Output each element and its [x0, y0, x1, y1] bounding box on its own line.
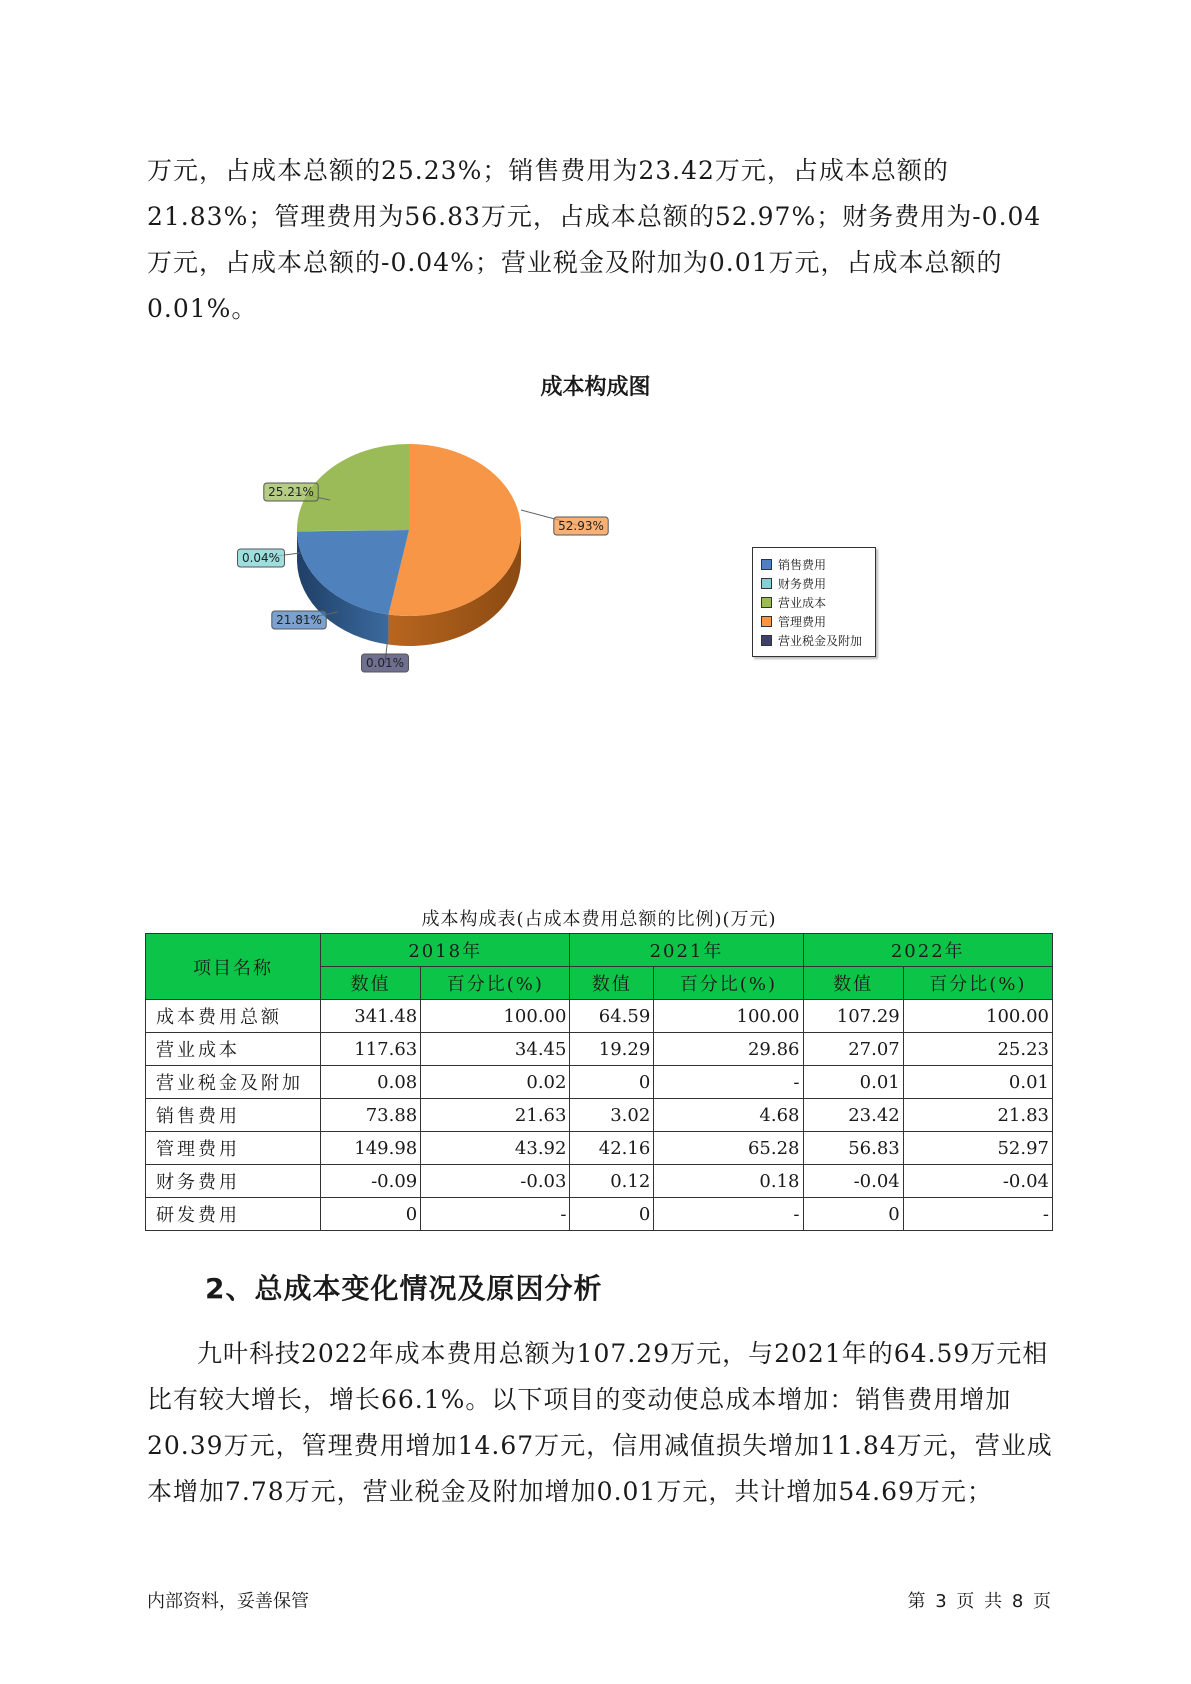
table-cell: 21.63 [421, 1099, 570, 1132]
analysis-paragraph [147, 1331, 1057, 1515]
table-cell: 34.45 [421, 1033, 570, 1066]
legend-item [761, 574, 875, 593]
chart-legend [752, 547, 876, 657]
legend-item [761, 593, 875, 612]
data-label: 52.93% [558, 519, 604, 533]
table-cell: 0.01 [803, 1066, 903, 1099]
table-cell: 65.28 [654, 1132, 803, 1165]
row-label: 管理费用 [146, 1132, 321, 1165]
table-cell: 73.88 [321, 1099, 421, 1132]
legend-swatch [761, 635, 772, 646]
table-row [146, 1099, 1053, 1132]
table-cell: 56.83 [803, 1132, 903, 1165]
row-label: 销售费用 [146, 1099, 321, 1132]
table-cell: 23.42 [803, 1099, 903, 1132]
table-cell: 0 [570, 1066, 654, 1099]
table-row [146, 1198, 1053, 1231]
header-value: 数值 [570, 967, 654, 1000]
table-cell: 149.98 [321, 1132, 421, 1165]
cost-composition-table [145, 933, 1053, 1231]
table-cell: - [903, 1198, 1052, 1231]
chart-title: 成本构成图 [540, 375, 651, 400]
intro-text: 万元，占成本总额的25.23%；销售费用为23.42万元，占成本总额的21.83%；管理费用为56.83万元，占成本总额的52.97%；财务费用为-0.04万元，占成本总额的-0.04%；营业税金及附加为0.01万元，占成本总额的0.01%。 [147, 156, 1042, 323]
legend-item [761, 631, 875, 650]
section-heading: 2、总成本变化情况及原因分析 [205, 1272, 603, 1305]
table-cell: 0.18 [654, 1165, 803, 1198]
pie-slices [297, 444, 521, 646]
row-label: 营业税金及附加 [146, 1066, 321, 1099]
table-caption: 成本构成表(占成本费用总额的比例)(万元) [421, 909, 777, 930]
table-cell: 27.07 [803, 1033, 903, 1066]
table-cell: 0 [570, 1198, 654, 1231]
legend-item [761, 555, 875, 574]
header-value: 数值 [321, 967, 421, 1000]
table-cell: - [654, 1198, 803, 1231]
table-cell: 21.83 [903, 1099, 1052, 1132]
data-label: 0.01% [365, 656, 405, 670]
table-cell: 64.59 [570, 1000, 654, 1033]
table-cell: -0.04 [803, 1165, 903, 1198]
footer-confidential: 内部资料，妥善保管 [147, 1591, 309, 1612]
table-cell: - [654, 1066, 803, 1099]
table-row [146, 1165, 1053, 1198]
header-percent: 百分比(%) [421, 967, 570, 1000]
table-cell: 100.00 [654, 1000, 803, 1033]
footer-page-number: 第 3 页 共 8 页 [907, 1591, 1053, 1612]
analysis-text: 九叶科技2022年成本费用总额为107.29万元，与2021年的64.59万元相比有较大增长，增长66.1%。以下项目的变动使总成本增加：销售费用增加20.39万元，管理费用增加14.67万元，信用减值损失增加11.84万元，营业成本增加7.78万元，营业税金及附加增加0.01万元，共计增加54.69万元； [147, 1339, 1053, 1506]
table-cell: 0 [803, 1198, 903, 1231]
table-cell: 43.92 [421, 1132, 570, 1165]
table-cell: 19.29 [570, 1033, 654, 1066]
row-label: 财务费用 [146, 1165, 321, 1198]
header-item-name: 项目名称 [146, 934, 321, 1000]
table-cell: 4.68 [654, 1099, 803, 1132]
table-cell: 52.97 [903, 1132, 1052, 1165]
intro-paragraph [147, 148, 1057, 332]
row-label: 研发费用 [146, 1198, 321, 1231]
legend-label: 营业税金及附加 [778, 634, 863, 648]
table-cell: 0.01 [903, 1066, 1052, 1099]
header-year-2022: 2022年 [803, 934, 1053, 967]
data-label: 25.21% [268, 485, 314, 499]
data-label: 21.81% [276, 613, 322, 627]
table-cell: 100.00 [903, 1000, 1052, 1033]
table-row [146, 1066, 1053, 1099]
table-cell: 100.00 [421, 1000, 570, 1033]
header-percent: 百分比(%) [903, 967, 1052, 1000]
legend-swatch [761, 578, 772, 589]
row-label: 营业成本 [146, 1033, 321, 1066]
header-value: 数值 [803, 967, 903, 1000]
table-row [146, 1000, 1053, 1033]
table-cell: -0.04 [903, 1165, 1052, 1198]
legend-label: 财务费用 [778, 577, 827, 591]
table-row [146, 1033, 1053, 1066]
legend-label: 管理费用 [778, 615, 827, 629]
legend-swatch [761, 597, 772, 608]
header-percent: 百分比(%) [654, 967, 803, 1000]
table-cell: 42.16 [570, 1132, 654, 1165]
legend-item [761, 612, 875, 631]
table-cell: 0 [321, 1198, 421, 1231]
table-cell: 341.48 [321, 1000, 421, 1033]
header-year-2018: 2018年 [321, 934, 570, 967]
table-cell: 0.08 [321, 1066, 421, 1099]
pie-chart [230, 440, 650, 680]
legend-swatch [761, 616, 772, 627]
table-cell: 107.29 [803, 1000, 903, 1033]
legend-label: 销售费用 [778, 558, 827, 572]
legend-label: 营业成本 [778, 596, 827, 610]
table-row [146, 1132, 1053, 1165]
table-cell: 0.02 [421, 1066, 570, 1099]
table-cell: 3.02 [570, 1099, 654, 1132]
data-label: 0.04% [241, 551, 281, 565]
table-cell: -0.03 [421, 1165, 570, 1198]
table-cell: - [421, 1198, 570, 1231]
legend-swatch [761, 559, 772, 570]
table-cell: 29.86 [654, 1033, 803, 1066]
table-cell: 117.63 [321, 1033, 421, 1066]
table-cell: 25.23 [903, 1033, 1052, 1066]
table-cell: -0.09 [321, 1165, 421, 1198]
table-cell: 0.12 [570, 1165, 654, 1198]
header-year-2021: 2021年 [570, 934, 803, 967]
row-label: 成本费用总额 [146, 1000, 321, 1033]
